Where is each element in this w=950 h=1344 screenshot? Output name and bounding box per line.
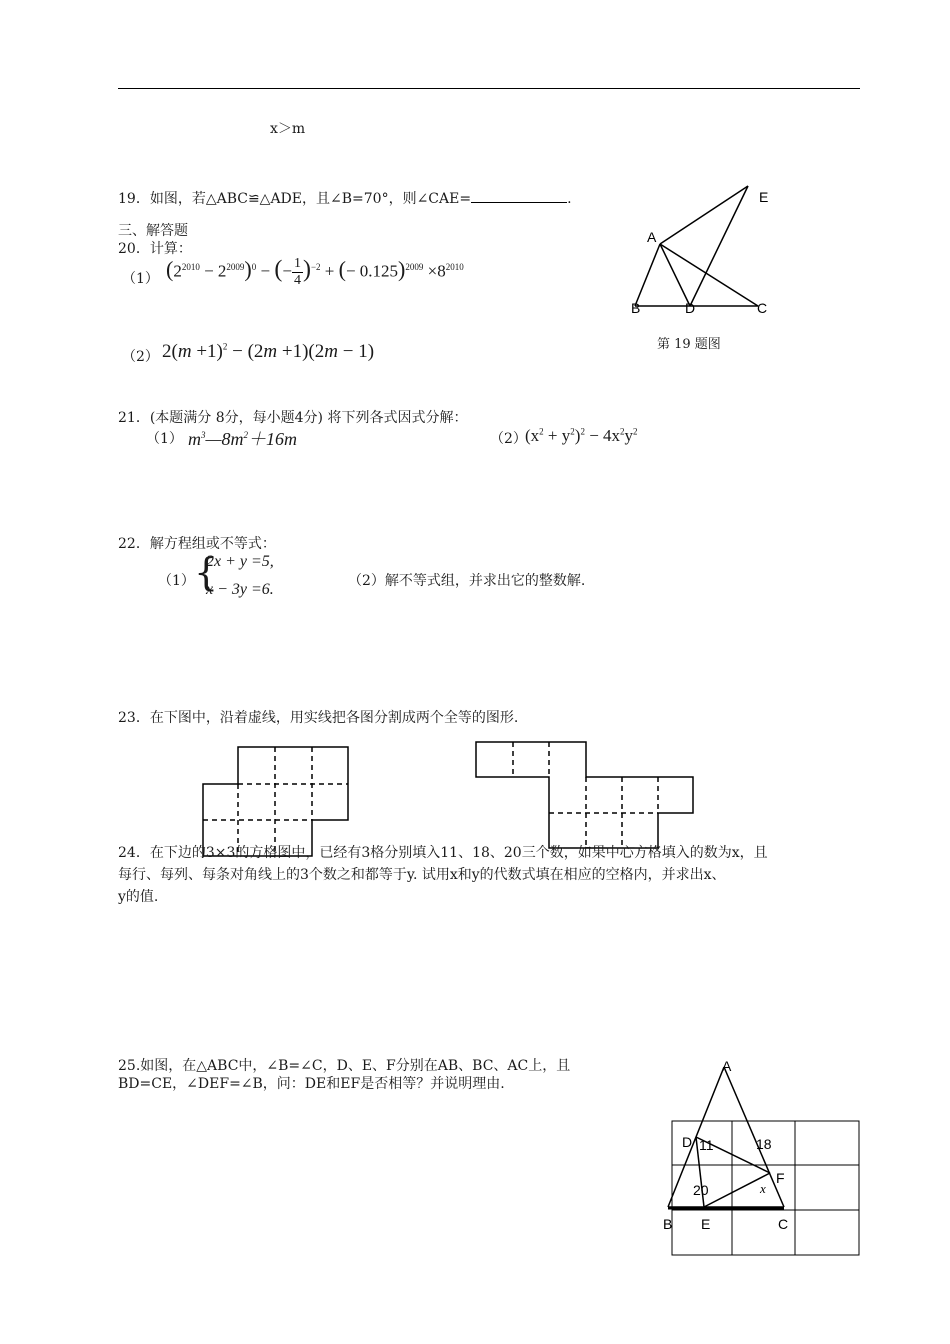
label-c: C — [757, 300, 768, 316]
q20-p2-expression: $2(m +1)^2 - (2m +1)(2m - 1)$ — [162, 341, 375, 362]
q24-cell-18: 18 — [756, 1136, 772, 1152]
q20-title: 20．计算： — [118, 241, 192, 257]
header-rule — [118, 88, 860, 89]
q23-figure-left — [200, 742, 355, 857]
q21-p1-expression: $m^3—8m^2+16m$ — [188, 429, 298, 449]
q24-cell-20: 20 — [693, 1182, 709, 1198]
label-b: B — [631, 300, 641, 316]
q24-line-3: y的值. — [118, 889, 159, 905]
q22-equation-2: x − 3y =6. — [206, 581, 274, 598]
q25-label-f: F — [776, 1170, 785, 1186]
segment-ab — [635, 244, 660, 306]
q20-p1-expression: $(2^{2010} - 2^{2009})^0$ − (− $\frac{1}{4}$ )$^{-2}$ + (− $0.125)^{2009} \times 8^{2010}$ — [166, 256, 464, 288]
q24-cell-11: 11 — [699, 1137, 714, 1153]
q22-equation-1: 2x + y =5, — [206, 553, 274, 570]
q22-brace: { — [194, 550, 219, 594]
label-e: E — [759, 189, 769, 205]
q21-p2-label: （2） — [490, 431, 527, 447]
q25-label-b: B — [663, 1216, 673, 1232]
q22-p2-text: （2）解不等式组，并求出它的整数解. — [348, 573, 586, 589]
label-d: D — [685, 300, 696, 316]
q25-label-e: E — [701, 1216, 711, 1232]
q19-text: 19．如图，若△ABC≌△ADE，且∠B=70°，则∠CAE= . — [118, 191, 572, 207]
q24-line-1: 24．在下边的3×3的方格图中，已经有3格分别填入11、18、20三个数，如果中心方格填入的数为x，且 — [118, 845, 768, 861]
q23-figure-right — [473, 737, 697, 852]
q25-line-2: BD=CE，∠DEF=∠B，问：DE和EF是否相等？并说明理由. — [118, 1076, 505, 1092]
header-fragment: x＞m — [270, 121, 306, 137]
q21-p1-label: （1） — [146, 431, 183, 447]
q24-q25-figure — [660, 1055, 865, 1260]
q20-p2-label: （2） — [122, 349, 159, 365]
q25-label-d: D — [682, 1134, 693, 1150]
q21-p2-expression: $(x^2 + y^2)^2 - 4x^2y^2$ — [525, 426, 638, 445]
segment-de — [690, 186, 748, 306]
q23-title: 23．在下图中，沿着虚线，用实线把各图分割成两个全等的图形. — [118, 710, 519, 726]
q22-p1-label: （1） — [158, 573, 195, 589]
q19-figure-caption: 第 19 题图 — [657, 337, 721, 352]
label-a: A — [647, 229, 657, 245]
section-title: 三、解答题 — [118, 223, 188, 239]
q21-title: 21．(本题满分 8分，每小题4分) 将下列各式因式分解： — [118, 410, 468, 426]
q22-title: 22．解方程组或不等式： — [118, 536, 276, 552]
q24-line-2: 每行、每列、每条对角线上的3个数之和都等于y. 试用x和y的代数式填在相应的空格内，并求出x、 — [118, 867, 726, 883]
q24-cell-x: x — [760, 1181, 766, 1196]
q19-figure — [620, 180, 790, 320]
q19-answer-blank[interactable] — [471, 190, 567, 203]
q20-p1-label: （1） — [122, 271, 159, 287]
q25-label-c: C — [778, 1216, 789, 1232]
q25-line-1: 25.如图，在△ABC中，∠B=∠C，D、E、F分别在AB、BC、AC上，且 — [118, 1058, 571, 1074]
q25-label-a: A — [722, 1058, 732, 1074]
